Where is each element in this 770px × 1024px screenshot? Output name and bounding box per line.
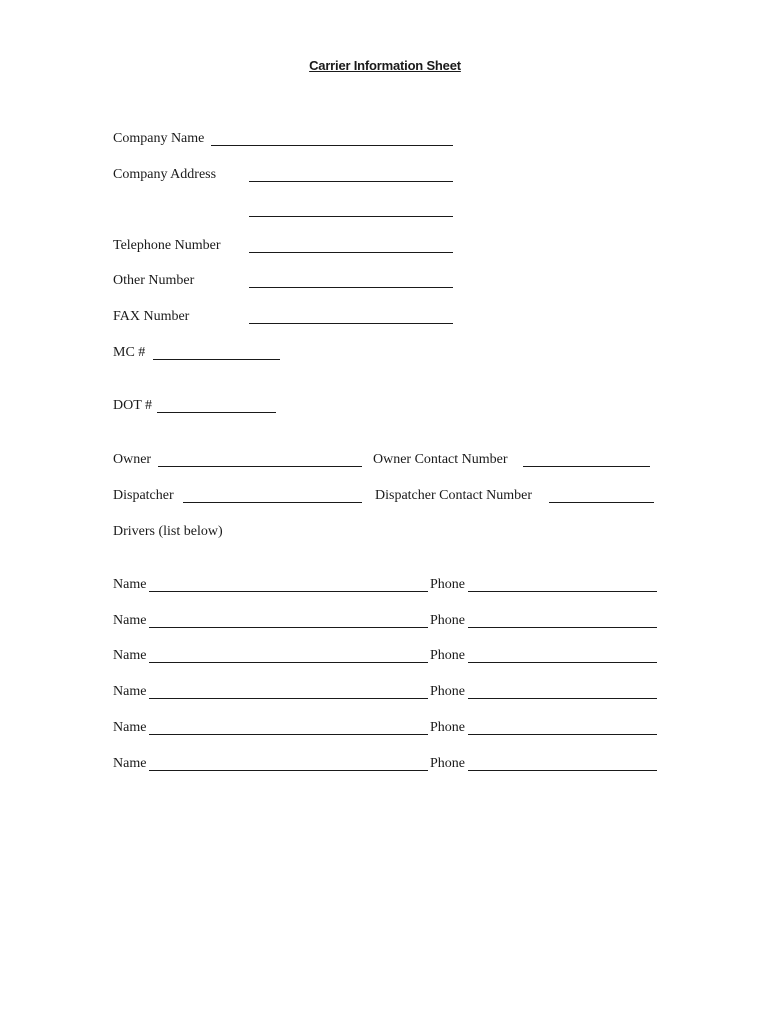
company-name-label: Company Name <box>113 131 205 146</box>
owner-row <box>113 451 658 469</box>
driver-phone-field[interactable] <box>468 734 657 735</box>
company-address-field-2[interactable] <box>249 216 453 217</box>
telephone-row <box>113 237 458 255</box>
driver-name-label: Name <box>113 684 147 699</box>
telephone-label: Telephone Number <box>113 238 221 253</box>
drivers-heading-row <box>113 523 413 541</box>
company-address-field-1[interactable] <box>249 181 453 182</box>
driver-row <box>113 647 658 665</box>
driver-name-field[interactable] <box>149 591 428 592</box>
driver-name-label: Name <box>113 756 147 771</box>
other-number-row <box>113 272 458 290</box>
other-number-label: Other Number <box>113 273 195 288</box>
owner-label: Owner <box>113 452 152 467</box>
driver-row <box>113 683 658 701</box>
fax-label: FAX Number <box>113 309 190 324</box>
driver-name-label: Name <box>113 613 147 628</box>
driver-phone-field[interactable] <box>468 698 657 699</box>
owner-contact-field[interactable] <box>523 466 650 467</box>
driver-phone-label: Phone <box>430 684 465 699</box>
company-address-row <box>113 166 458 184</box>
mc-row <box>113 344 293 362</box>
driver-phone-label: Phone <box>430 613 465 628</box>
driver-phone-label: Phone <box>430 720 465 735</box>
driver-row <box>113 755 658 773</box>
driver-name-field[interactable] <box>149 627 428 628</box>
driver-phone-field[interactable] <box>468 662 657 663</box>
dot-field[interactable] <box>157 412 276 413</box>
driver-phone-label: Phone <box>430 577 465 592</box>
fax-field[interactable] <box>249 323 453 324</box>
page-title: Carrier Information Sheet <box>309 58 461 73</box>
dot-label: DOT # <box>113 398 153 413</box>
driver-name-field[interactable] <box>149 734 428 735</box>
driver-phone-field[interactable] <box>468 591 657 592</box>
telephone-field[interactable] <box>249 252 453 253</box>
fax-row <box>113 308 458 326</box>
dispatcher-contact-label: Dispatcher Contact Number <box>375 488 533 503</box>
driver-name-field[interactable] <box>149 698 428 699</box>
driver-phone-field[interactable] <box>468 627 657 628</box>
driver-row <box>113 576 658 594</box>
company-address-label: Company Address <box>113 167 217 182</box>
dot-row <box>113 397 293 415</box>
mc-label: MC # <box>113 345 146 360</box>
driver-row <box>113 612 658 630</box>
drivers-label: Drivers (list below) <box>113 524 223 539</box>
dispatcher-label: Dispatcher <box>113 488 174 503</box>
mc-field[interactable] <box>153 359 280 360</box>
driver-name-label: Name <box>113 720 147 735</box>
driver-row <box>113 719 658 737</box>
owner-contact-label: Owner Contact Number <box>373 452 508 467</box>
driver-name-label: Name <box>113 577 147 592</box>
driver-phone-label: Phone <box>430 756 465 771</box>
driver-name-field[interactable] <box>149 662 428 663</box>
owner-field[interactable] <box>158 466 362 467</box>
other-number-field[interactable] <box>249 287 453 288</box>
driver-phone-label: Phone <box>430 648 465 663</box>
company-name-field[interactable] <box>211 145 453 146</box>
driver-name-field[interactable] <box>149 770 428 771</box>
dispatcher-field[interactable] <box>183 502 362 503</box>
driver-phone-field[interactable] <box>468 770 657 771</box>
driver-name-label: Name <box>113 648 147 663</box>
dispatcher-row <box>113 487 658 505</box>
company-name-row <box>113 130 458 148</box>
dispatcher-contact-field[interactable] <box>549 502 654 503</box>
company-address-row-2 <box>113 201 458 219</box>
